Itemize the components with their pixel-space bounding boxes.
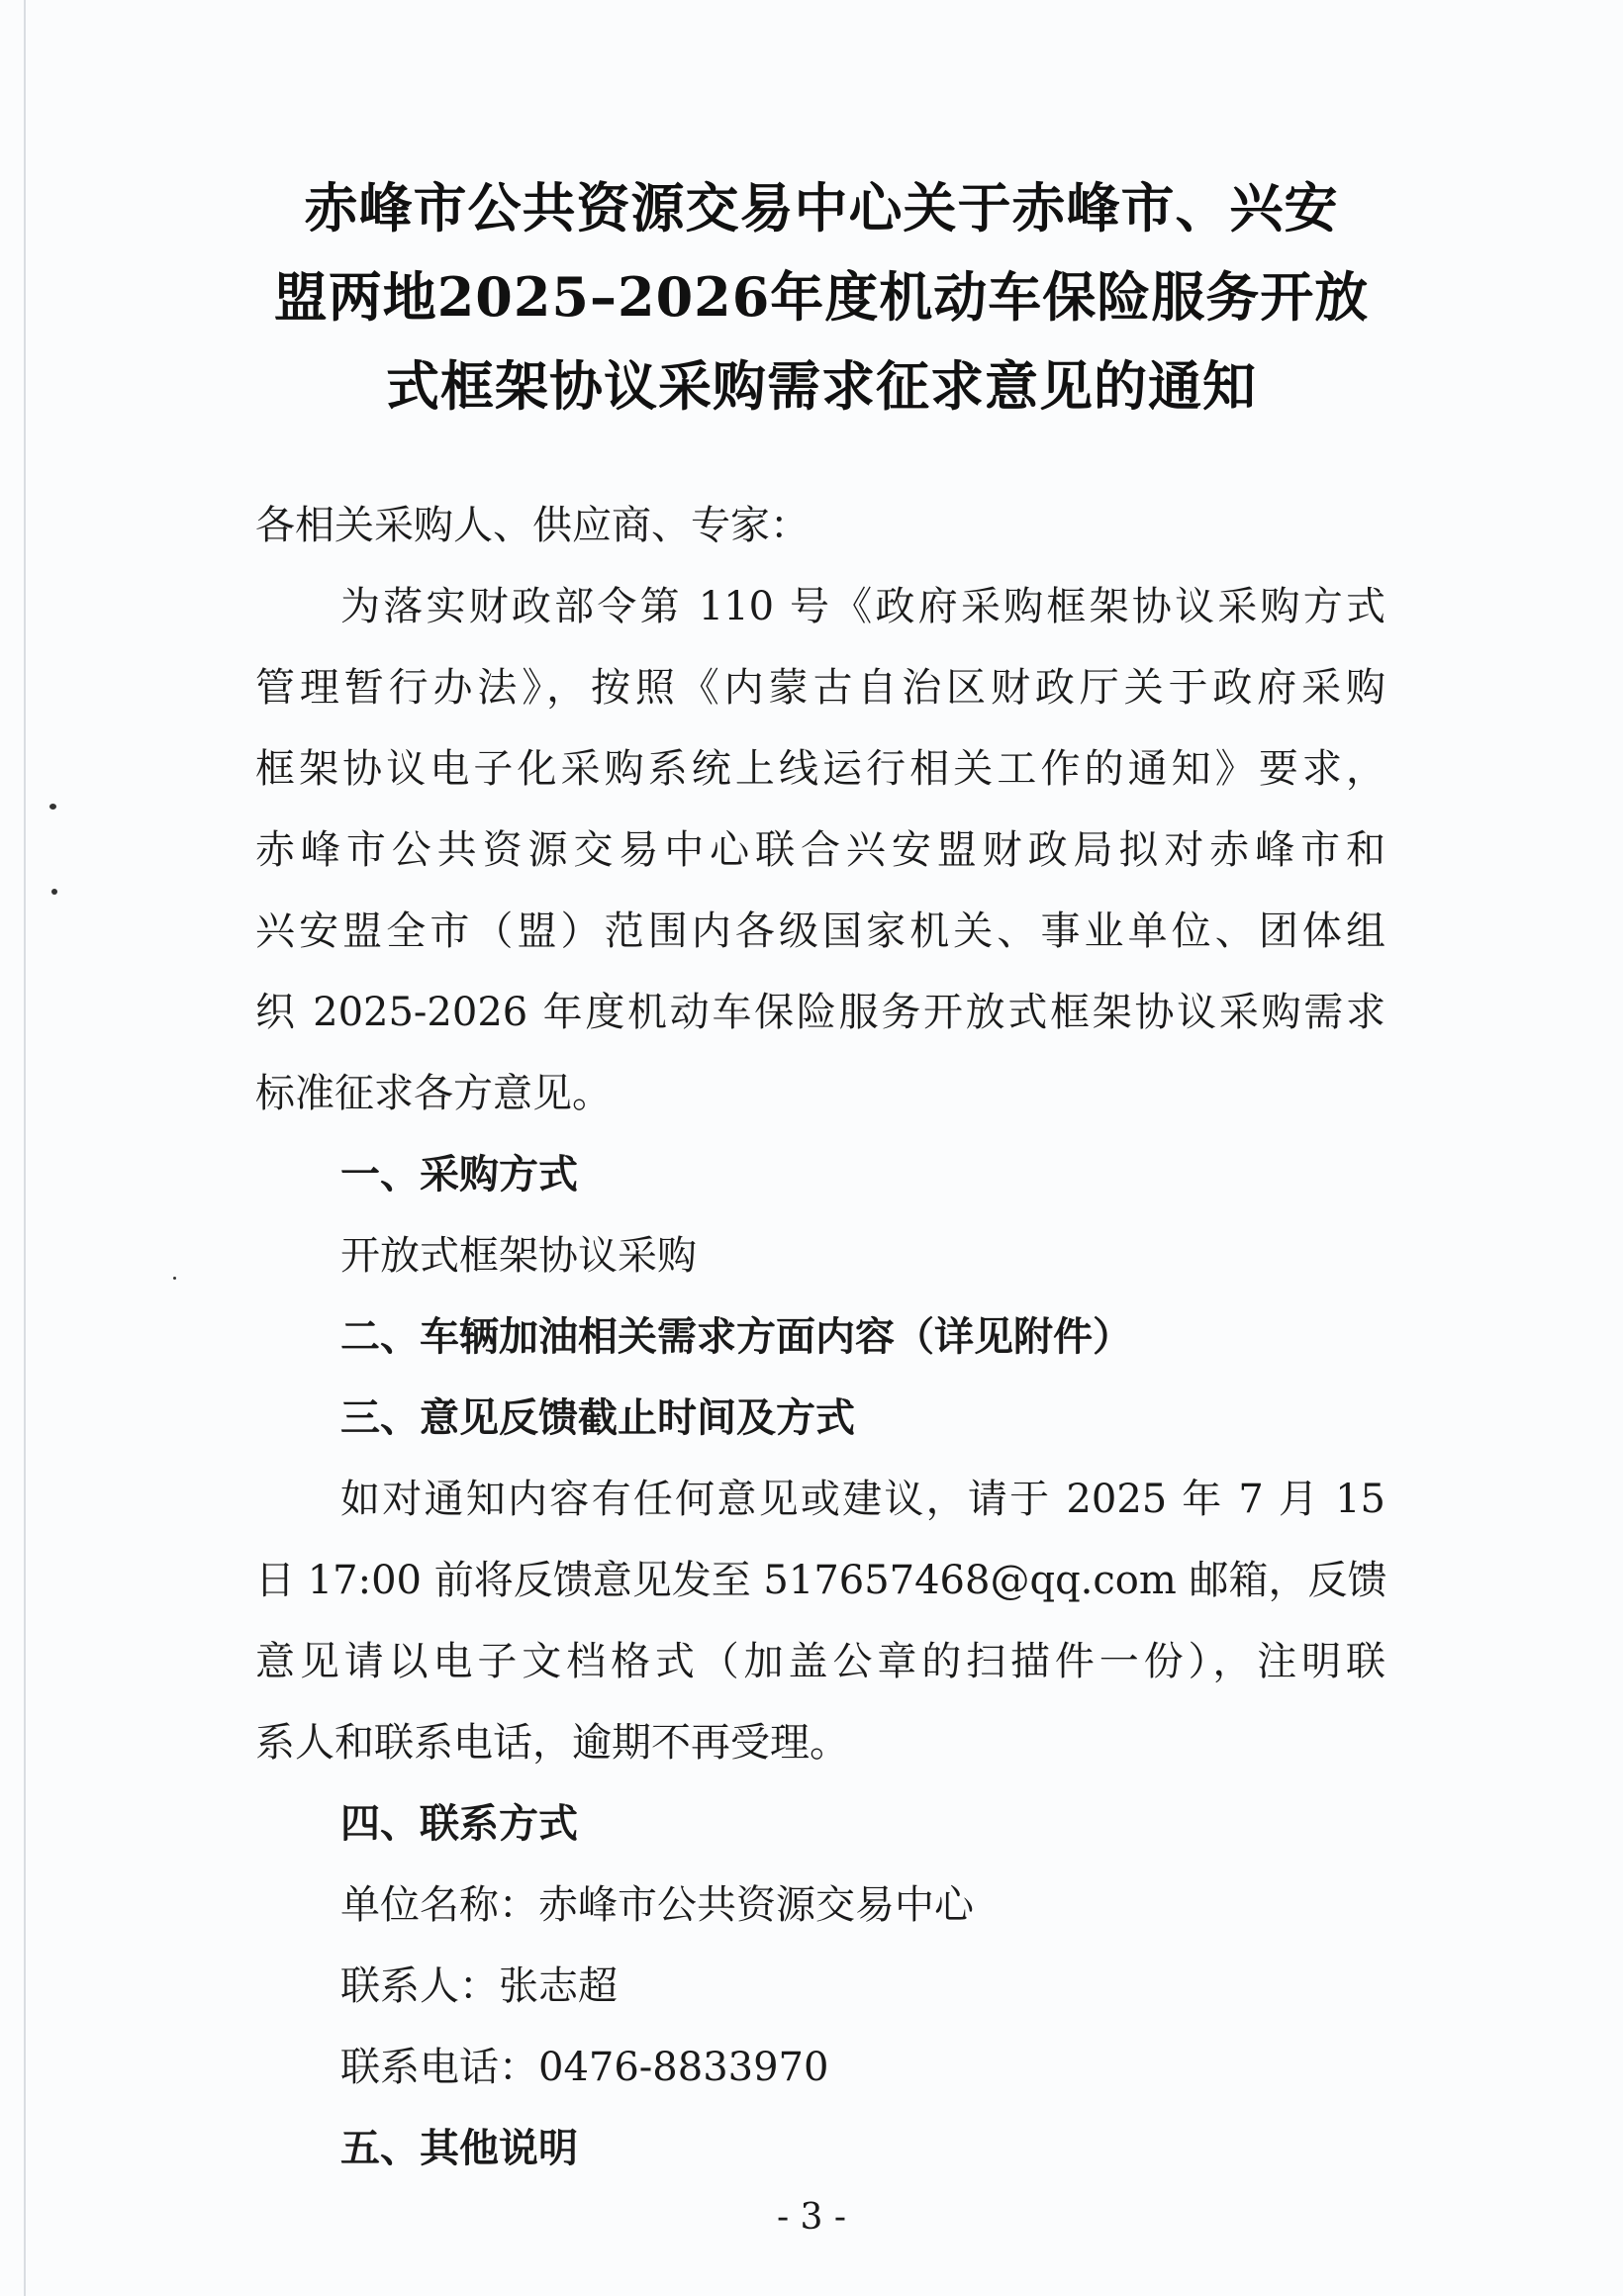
salutation: 各相关采购人、供应商、专家： [255,503,810,548]
paragraph-line: 意见请以电子文档格式（加盖公章的扫描件一份），注明联 [255,1639,1385,1684]
paragraph-line: 兴安盟全市（盟）范围内各级国家机关、事业单位、团体组 [255,909,1385,954]
title-line: 赤峰市公共资源交易中心关于赤峰市、兴安 [304,176,1339,239]
contact-person: 联系人：张志超 [340,1963,618,2009]
section-heading: 一、采购方式 [340,1152,578,1197]
paragraph-line: 日 17:00 前将反馈意见发至 517657468@qq.com 邮箱，反馈 [255,1558,1387,1603]
scan-speck [49,804,56,810]
paragraph-line: 为落实财政部令第 110 号《政府采购框架协议采购方式 [340,584,1385,629]
paragraph-line: 系人和联系电话，逾期不再受理。 [255,1720,849,1766]
title-line: 式框架协议采购需求征求意见的通知 [386,354,1257,418]
section-heading: 四、联系方式 [340,1801,578,1847]
paragraph-line: 织 2025-2026 年度机动车保险服务开放式框架协议采购需求 [255,990,1385,1035]
scan-edge-line [24,0,26,2296]
scan-speck [173,1277,176,1280]
document-title [238,163,1405,430]
contact-unit: 单位名称：赤峰市公共资源交易中心 [340,1882,974,1928]
scan-speck [51,889,57,895]
paragraph-line: 赤峰市公共资源交易中心联合兴安盟财政局拟对赤峰市和 [255,827,1385,873]
page-number: - 3 - [776,2197,847,2238]
section-heading: 五、其他说明 [340,2126,578,2171]
paragraph-line: 标准征求各方意见。 [255,1071,612,1116]
title-line: 盟两地2025–2026年度机动车保险服务开放 [273,265,1370,329]
section-heading: 二、车辆加油相关需求方面内容（详见附件） [340,1314,1132,1360]
paragraph-line: 管理暂行办法》，按照《内蒙古自治区财政厅关于政府采购 [255,665,1385,711]
paragraph-line: 如对通知内容有任何意见或建议，请于 2025 年 7 月 15 [340,1477,1385,1522]
section-heading: 三、意见反馈截止时间及方式 [340,1395,855,1441]
contact-phone: 联系电话：0476-8833970 [340,2045,829,2090]
section-text: 开放式框架协议采购 [340,1233,697,1279]
paragraph-line: 框架协议电子化采购系统上线运行相关工作的通知》要求， [255,746,1385,792]
